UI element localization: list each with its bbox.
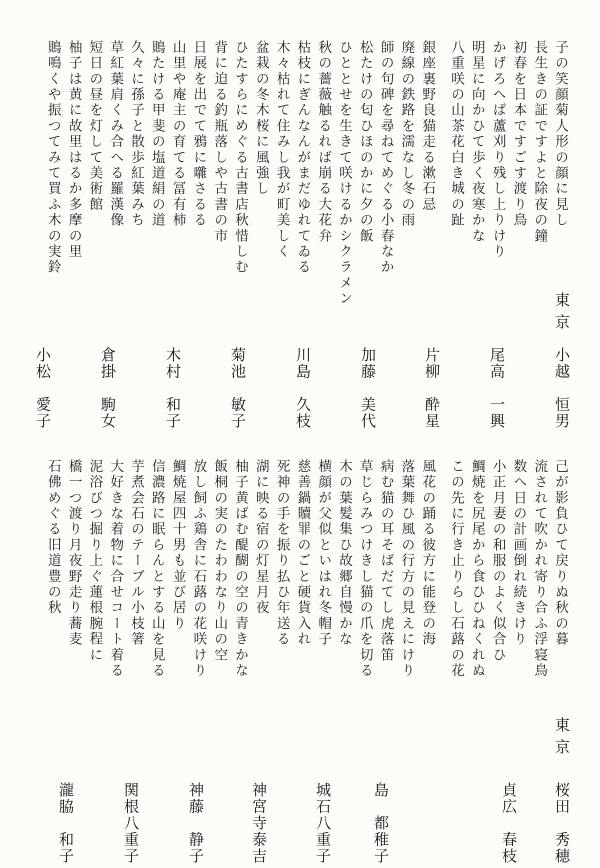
author-name: 貞広 春枝 (500, 781, 516, 864)
author-name: 瀧脇 和子 (57, 781, 73, 864)
haiku-poem-column: 横顔が父似といはれ冬帽子 (316, 459, 332, 648)
haiku-poem-column: 信濃路に眠らんとする山を見る (149, 459, 165, 679)
haiku-poem-column: 長生きの証ですよと除夜の鐘 (532, 40, 548, 245)
author-name: 小松 愛子 (34, 346, 50, 429)
haiku-poem-column: ひたすらにめぐる古書店秋惜しむ (233, 40, 248, 276)
author-name: 尾高 一興 (488, 346, 504, 429)
haiku-poem-column: 泥浴びつ掘り上ぐ蓮根腕程に (87, 459, 103, 664)
author-name: 川島 久枝 (294, 346, 310, 429)
haiku-poem-column: 鵙たける甲斐の塩道絹の道 (149, 40, 165, 229)
haiku-poem-column: 明星に向かひて歩く夜寒かな (469, 40, 485, 245)
haiku-poem-column: 鵙鳴くや振つてみて買ふ木の実鈴 (45, 40, 61, 276)
haiku-poem-column: 芋煮会石のテーブル小枝箸 (129, 459, 144, 648)
author-name: 桜田 秀穂 (553, 781, 569, 864)
haiku-poem-column: ひととせを生きて咲けるかシクラメン (337, 40, 352, 307)
haiku-poem-column: 慈善鍋贖罪のごと硬貨入れ (295, 459, 311, 648)
author-name: 木村 和子 (164, 346, 180, 429)
haiku-poem-column: 草紅葉肩くみ合へる羅漢像 (108, 40, 124, 229)
haiku-poem-column: 久々に孫子と散歩紅葉みち (129, 40, 144, 229)
haiku-poem-column: 草じらみつけきし猫の爪を切る (357, 459, 373, 679)
haiku-poem-column: 短日の昼を灯して美術館 (87, 40, 103, 213)
haiku-poem-column: 初春を日本ですごす渡り鳥 (511, 40, 527, 229)
haiku-poem-column: 枯枝にぎんなんがまだゆれてゐる (295, 40, 311, 276)
haiku-poem-column: 八重咲の山茶花白き城の趾 (449, 40, 464, 229)
haiku-poem-column: 流されて吹かれ寄り合ふ浮寝鳥 (532, 459, 548, 679)
haiku-poem-column: 柚子黄ばむ醍醐の空の青きかな (233, 459, 248, 679)
haiku-poem-column: 師の句碑を尋ねてめぐる小春なか (378, 40, 394, 276)
haiku-poem-column: 風花の踊る彼方に能登の海 (420, 459, 436, 648)
haiku-poem-column: 木の葉髪集ひ故郷自慢かな (337, 459, 352, 648)
author-name: 菊池 敏子 (229, 346, 245, 429)
haiku-poem-column: 銀座裏野良猫走る漱石忌 (420, 40, 436, 213)
author-name: 神藤 静子 (187, 781, 203, 864)
haiku-poem-column: 病む猫の耳そばだてし虎落笛 (378, 459, 394, 664)
haiku-poem-column: 死神の手を振り払ひ年送る (274, 459, 290, 648)
haiku-poem-column: 橋一つ渡り月夜野走り蕎麦 (66, 459, 82, 648)
haiku-poem-column: 石佛めぐる旧道豊の秋 (45, 459, 61, 616)
author-name: 神宮寺泰吉 (250, 781, 266, 864)
author-name: 加藤 美代 (359, 346, 375, 429)
haiku-poem-column: 数へ日の計画倒れ続きけり (511, 459, 527, 648)
haiku-poem-column: 己が影負ひて戻りぬ秋の暮 (553, 459, 568, 648)
haiku-poem-column: 放し飼ふ鶏舎に石蕗の花咲けり (191, 459, 207, 679)
author-name: 島 都稚子 (372, 781, 388, 864)
haiku-poem-column: 鯛焼を尻尾から食ひひねくれぬ (469, 459, 485, 679)
haiku-poem-column: 湖に映る宿の灯星月夜 (253, 459, 269, 616)
haiku-tier-lower (0, 434, 600, 868)
haiku-poem-column: この先に行き止りらし石蕗の花 (449, 459, 464, 679)
haiku-poem-column: 盆栽の冬木桜に風強し (253, 40, 269, 197)
haiku-poem-column: 大好きな着物に合せコート着る (108, 459, 124, 679)
haiku-poem-column: 松たけの匂ひほのかに夕の飯 (357, 40, 373, 245)
haiku-poem-column: 小正月妻の和服のよく似合ひ (490, 459, 506, 664)
author-name: 関根八重子 (122, 781, 138, 864)
haiku-poem-column: 落葉舞ひ風の行方の見えにけり (399, 459, 415, 679)
haiku-poem-column: 背に迫る釣瓶落しや古書の市 (212, 40, 228, 245)
author-name: 片柳 酔星 (423, 346, 439, 429)
haiku-poem-column: 秋の薔薇触るれば崩る大花弁 (316, 40, 332, 245)
haiku-poem-column: 木々枯れて住みし我が町美しく (274, 40, 290, 260)
author-name: 小越 恒男 (553, 346, 569, 429)
haiku-poem-column: 柚子は黄に故里はるか多摩の里 (66, 40, 82, 260)
haiku-poem-column: 子の笑顔菊人形の顔に見し (553, 40, 568, 229)
haiku-poem-column: 飯桐の実のたわわなり山の空 (212, 459, 228, 664)
haiku-poem-column: かげろへば蘆刈り残し上りけり (490, 40, 506, 260)
haiku-poem-column: 日展を出でて鴉に囃さるる (191, 40, 207, 229)
author-name: 倉掛 駒女 (99, 346, 115, 429)
author-name: 城石八重子 (314, 781, 330, 864)
haiku-poem-column: 山里や庵主の育てる冨有柿 (170, 40, 186, 229)
location-label: 東京 (553, 292, 569, 336)
haiku-poem-column: 鯛焼屋四十男も並び居り (170, 459, 186, 632)
haiku-poem-column: 廃線の鉄路を濡なし冬の雨 (399, 40, 415, 229)
location-label: 東京 (553, 717, 569, 761)
